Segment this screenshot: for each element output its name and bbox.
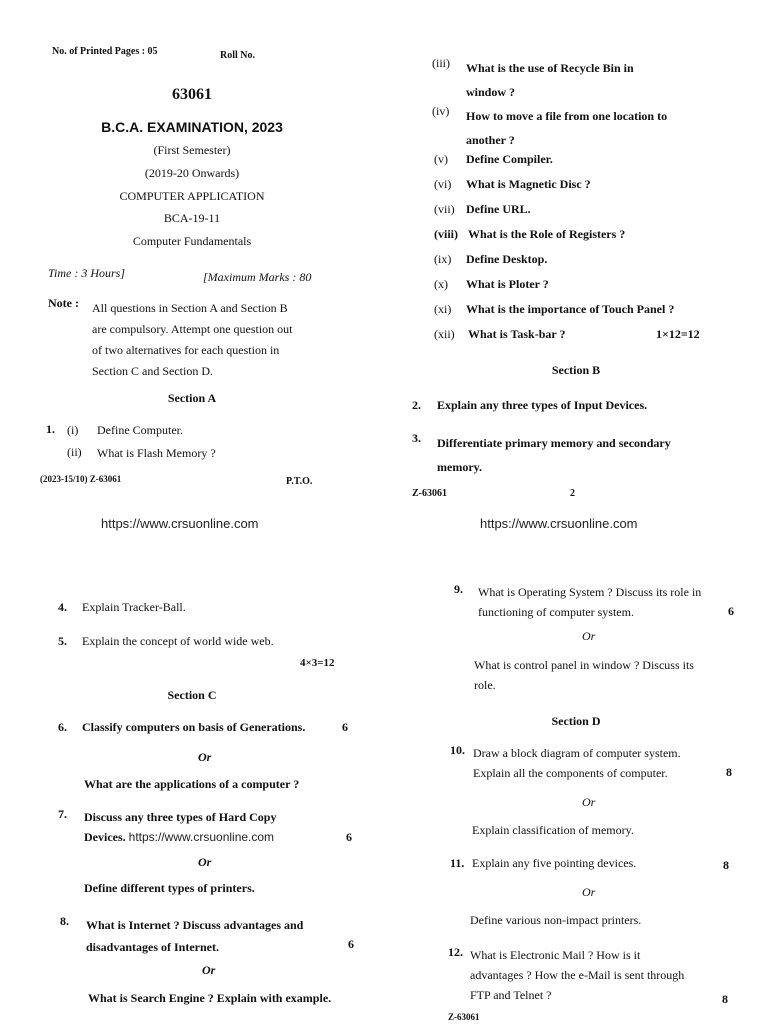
- q3-number: 3.: [412, 431, 421, 445]
- q10-alt-text: Explain classification of memory.: [472, 823, 634, 837]
- section-c-heading: Section C: [167, 688, 217, 702]
- footer-code: Z-63061: [412, 488, 447, 499]
- note-text: [92, 298, 293, 382]
- or-divider: Or: [582, 795, 596, 809]
- q7-marks: 6: [346, 830, 352, 844]
- exam-page-3: [0, 545, 384, 1024]
- or-divider: Or: [198, 855, 212, 869]
- q2-text: Explain any three types of Input Devices.: [437, 398, 648, 412]
- q12-marks: 8: [722, 992, 728, 1006]
- q1-xii-text: What is Task-bar ?: [468, 327, 566, 341]
- paper-name: Computer Fundamentals: [132, 234, 252, 248]
- q1-v-text: Define Compiler.: [466, 152, 553, 166]
- q-line: What is control panel in window ? Discuss its: [474, 658, 694, 672]
- q1-iii-text: [466, 56, 634, 104]
- q1-number: 1.: [46, 422, 55, 436]
- section-a-marks: 1×12=12: [656, 327, 700, 341]
- q-line: Differentiate primary memory and secondary: [437, 436, 671, 450]
- q11-number: 11.: [450, 856, 465, 870]
- q9-number: 9.: [454, 582, 463, 596]
- time-label: Time : 3 Hours]: [48, 266, 126, 280]
- q6-alt-text: What are the applications of a computer ?: [84, 777, 300, 791]
- paper-code: 63061: [172, 86, 212, 103]
- q3-text: [437, 431, 671, 479]
- semester: (First Semester): [153, 143, 231, 157]
- q-line: What is the use of Recycle Bin in: [466, 61, 634, 75]
- q-line: disadvantages of Internet.: [86, 940, 220, 954]
- q7-number: 7.: [58, 807, 67, 821]
- printed-pages-label: No. of Printed Pages : 05: [52, 46, 158, 57]
- q-line: advantages ? How the e-Mail is sent through: [470, 968, 685, 982]
- q12-number: 12.: [448, 945, 463, 959]
- q1-vi-text: What is Magnetic Disc ?: [466, 177, 591, 191]
- q1-xi-number: (xi): [434, 302, 452, 316]
- q1-vii-number: (vii): [434, 202, 455, 216]
- q-line: another ?: [466, 133, 515, 147]
- q1-viii-number: (viii): [434, 227, 458, 241]
- q11-alt-text: Define various non-impact printers.: [470, 913, 642, 927]
- q1-ix-text: Define Desktop.: [466, 252, 548, 266]
- q5-number: 5.: [58, 634, 67, 648]
- footer-code: (2023-15/10) Z-63061: [40, 474, 122, 484]
- note-line: are compulsory. Attempt one question out: [92, 322, 293, 336]
- q1-i-text: Define Computer.: [97, 423, 183, 437]
- q1-v-number: (v): [434, 152, 448, 166]
- q10-number: 10.: [450, 743, 465, 757]
- inline-url: https://www.crsuonline.com: [128, 830, 275, 844]
- q1-iv-text: [466, 104, 667, 152]
- q9-text: [478, 582, 701, 622]
- q1-iv-number: (iv): [432, 104, 450, 118]
- q7-text: [84, 807, 276, 847]
- q-line: Explain all the components of computer.: [473, 766, 668, 780]
- q1-vii-text: Define URL.: [466, 202, 531, 216]
- q9-alt-text: [474, 655, 694, 695]
- or-divider: Or: [582, 629, 596, 643]
- q1-x-text: What is Ploter ?: [466, 277, 549, 291]
- course-code: BCA-19-11: [163, 211, 221, 225]
- q-line: [84, 827, 276, 847]
- q6-number: 6.: [58, 720, 67, 734]
- pto-label: P.T.O.: [286, 476, 313, 487]
- exam-page-4: [384, 545, 768, 1024]
- site-url: https://www.crsuonline.com: [480, 516, 638, 531]
- q1-x-number: (x): [434, 277, 448, 291]
- q-line: FTP and Telnet ?: [470, 988, 552, 1002]
- roll-no-label: Roll No.: [220, 50, 255, 61]
- q6-marks: 6: [342, 720, 348, 734]
- q-line: Draw a block diagram of computer system.: [473, 746, 681, 760]
- q12-text: [470, 945, 684, 1005]
- max-marks: [Maximum Marks : 80: [203, 270, 312, 284]
- or-divider: Or: [198, 750, 212, 764]
- q-line: What is Electronic Mail ? How is it: [470, 948, 641, 962]
- q1-iii-number: (iii): [432, 56, 450, 70]
- note-line: of two alternatives for each question in: [92, 343, 280, 357]
- note-line: All questions in Section A and Section B: [92, 301, 288, 315]
- q9-marks: 6: [728, 604, 734, 618]
- q-line: What is Operating System ? Discuss its role in: [478, 585, 702, 599]
- q2-number: 2.: [412, 398, 421, 412]
- section-d-heading: Section D: [551, 714, 601, 728]
- q-line: functioning of computer system.: [478, 605, 634, 619]
- q1-viii-text: What is the Role of Registers ?: [468, 227, 626, 241]
- q-line: What is Internet ? Discuss advantages and: [86, 918, 304, 932]
- section-b-heading: Section B: [551, 363, 601, 377]
- site-url: https://www.crsuonline.com: [101, 516, 259, 531]
- q10-text: [473, 743, 681, 783]
- q1-ii-number: (ii): [67, 445, 82, 459]
- q6-text: Classify computers on basis of Generations.: [82, 720, 306, 734]
- q1-i-number: (i): [67, 423, 79, 437]
- exam-title: B.C.A. EXAMINATION, 2023: [101, 119, 283, 135]
- q8-number: 8.: [60, 914, 69, 928]
- page-number: 2: [570, 488, 575, 499]
- onwards: (2019-20 Onwards): [144, 166, 240, 180]
- footer-code: Z-63061: [448, 1012, 480, 1022]
- subject: COMPUTER APPLICATION: [119, 189, 265, 203]
- q1-xii-number: (xii): [434, 327, 455, 341]
- q-line: Discuss any three types of Hard Copy: [84, 810, 277, 824]
- q-line: window ?: [466, 85, 516, 99]
- q-line: How to move a file from one location to: [466, 109, 668, 123]
- or-divider: Or: [582, 885, 596, 899]
- q5-text: Explain the concept of world wide web.: [82, 634, 274, 648]
- or-divider: Or: [202, 963, 216, 977]
- q7-alt-text: Define different types of printers.: [84, 881, 255, 895]
- q11-text: Explain any five pointing devices.: [472, 856, 637, 870]
- q10-marks: 8: [726, 765, 732, 779]
- q-line-part: Devices.: [84, 830, 126, 844]
- q1-ii-text: What is Flash Memory ?: [97, 446, 216, 460]
- q1-xi-text: What is the importance of Touch Panel ?: [466, 302, 675, 316]
- q11-marks: 8: [723, 858, 729, 872]
- q8-alt-text: What is Search Engine ? Explain with example.: [88, 991, 332, 1005]
- q-line: role.: [474, 678, 496, 692]
- q1-ix-number: (ix): [434, 252, 452, 266]
- q8-text: [86, 914, 303, 958]
- exam-page-1: [0, 0, 384, 545]
- section-b-marks: 4×3=12: [300, 657, 335, 669]
- q-line: memory.: [437, 460, 482, 474]
- note-line: Section C and Section D.: [92, 364, 213, 378]
- note-label: Note :: [48, 296, 79, 310]
- exam-page-2: [384, 0, 768, 545]
- q8-marks: 6: [348, 937, 354, 951]
- q4-number: 4.: [58, 600, 67, 614]
- section-a-heading: Section A: [167, 391, 217, 405]
- q1-vi-number: (vi): [434, 177, 452, 191]
- q4-text: Explain Tracker-Ball.: [82, 600, 186, 614]
